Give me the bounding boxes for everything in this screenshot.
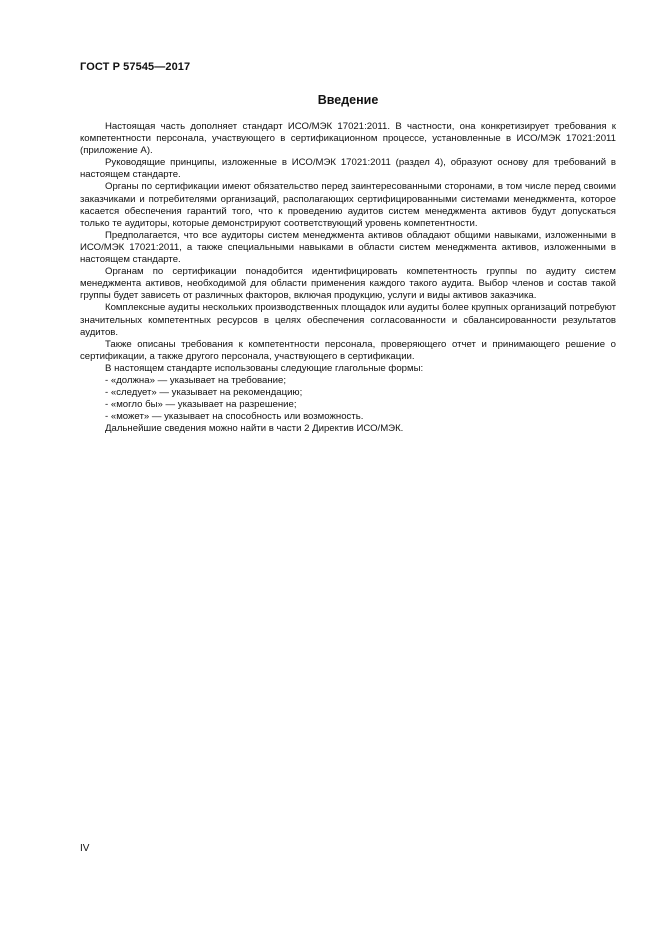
list-item: - «следует» — указывает на рекомендацию; [105, 387, 303, 399]
list-item: - «может» — указывает на способность или возможность. [105, 411, 364, 423]
standard-code: ГОСТ Р 57545—2017 [80, 61, 191, 73]
paragraph: Предполагается, что все аудиторы систем менеджмента активов обладают общими навыками, изложенными в ИСО/МЭК 17021:2011, а также специальными навыками в области систем менеджмента активов, изложенными в настоящем стандарте. [80, 229, 616, 266]
verb-forms-list [80, 375, 616, 423]
list-item: - «могло бы» — указывает на разрешение; [105, 399, 297, 411]
paragraph: Органам по сертификации понадобится идентифицировать компетентность группы по аудиту систем менеджмента активов, необходимой для области применения каждого такого аудита. Выбор членов и состав такой группы будет зависеть от различных факторов, включая продукцию, услуги и виды активов заказчика. [80, 266, 616, 302]
paragraph: Руководящие принципы, изложенные в ИСО/МЭК 17021:2011 (раздел 4), образуют основу для требований в настоящем стандарте. [80, 157, 616, 181]
paragraph: Также описаны требования к компетентности персонала, проверяющего отчет и принимающего решение о сертификации, а также другого персонала, участвующего в сертификации. [80, 338, 616, 362]
closing-paragraph: Дальнейшие сведения можно найти в части 2 Директив ИСО/МЭК. [105, 423, 404, 435]
paragraph: В настоящем стандарте использованы следующие глагольные формы: [105, 362, 424, 374]
paragraph: Комплексные аудиты нескольких производственных площадок или аудиты более крупных организаций потребуют значительных компетентных ресурсов в целях обеспечения согласованности и сбалансированности результатов аудитов. [80, 302, 616, 338]
paragraph: Органы по сертификации имеют обязательство перед заинтересованными сторонами, в том числе перед своими заказчиками и потребителями организаций, располагающих сертифицированными системами менеджмента, которое касается обеспечения гарантий того, что к проведению аудитов систем менеджмента активов будут допускаться только те аудиторы, которые демонстрируют соответствующий уровень компетентности. [80, 181, 616, 229]
paragraph: Настоящая часть дополняет стандарт ИСО/МЭК 17021:2011. В частности, она конкретизирует требования к компетентности персонала, участвующего в сертификационном процессе, установленные в ИСО/МЭК 17021:2011 (приложение А). [80, 121, 616, 157]
list-item: - «должна» — указывает на требование; [105, 374, 287, 386]
page-number: IV [80, 843, 90, 854]
section-title: Введение [317, 93, 379, 107]
document-body [80, 121, 616, 435]
